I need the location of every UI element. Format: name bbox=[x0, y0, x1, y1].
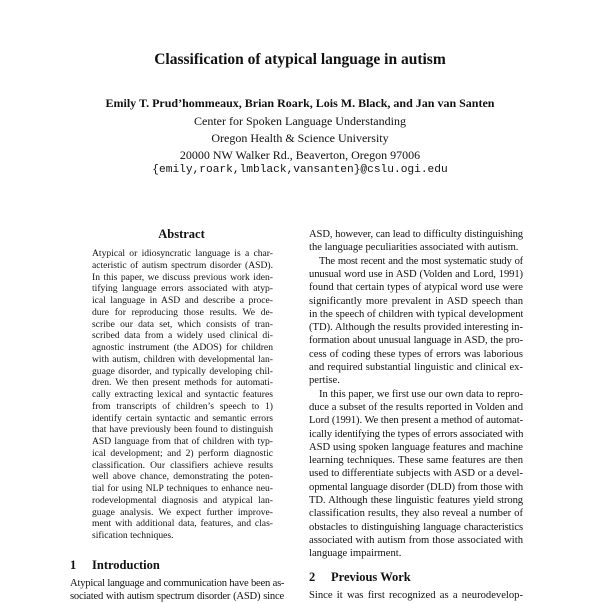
text-line: well above chance, demonstrating the poten- bbox=[92, 471, 273, 483]
text-line: The most recent and the most systematic study of bbox=[319, 255, 523, 267]
text-line: tifying language errors associated with atyp- bbox=[92, 283, 273, 295]
email: {emily,roark,lmblack,vansanten}@cslu.ogi.edu bbox=[152, 164, 448, 176]
text-line: learning techniques. These same features are then bbox=[309, 455, 523, 467]
text-line: sification techniques. bbox=[92, 530, 174, 541]
text-line: In this paper, we first use our own data to repro- bbox=[319, 388, 523, 400]
text-line: agnostic instrument (the ADOS) for children bbox=[92, 342, 273, 353]
text-line: Lord (1991). We then present a method of automat- bbox=[309, 415, 523, 427]
text-line: unusual word use in ASD (Volden and Lord, 1991) bbox=[309, 268, 523, 280]
text-line: ASD, however, can lead to difficulty distinguishing bbox=[309, 229, 523, 240]
text-line: ASD language from that of children with typ- bbox=[92, 436, 273, 447]
text-line: rodevelopmental diagnosis and atypical lan- bbox=[92, 494, 273, 506]
text-line: obstacles to distinguishing language characteristics bbox=[309, 521, 523, 533]
text-line: guage disorder, and typically developing chil- bbox=[92, 365, 273, 377]
text-line: the language peculiarities associated with autism. bbox=[309, 242, 519, 254]
text-line: dure for reproducing those results. We de- bbox=[92, 306, 273, 318]
text-line: ically identifying the types of errors associated with bbox=[309, 428, 523, 440]
section-1-heading: 1 Introduction bbox=[70, 558, 160, 572]
text-line: from transcripts of children’s speech to 1) bbox=[92, 400, 273, 412]
paper-title: Classification of atypical language in autism bbox=[154, 51, 446, 68]
section-2-heading: 2 Previous Work bbox=[309, 570, 411, 584]
text-line: TD. Although these linguistic features yield strong bbox=[309, 495, 523, 506]
text-line: associated with autism from those associated with bbox=[309, 534, 523, 546]
text-line: significantly more prevalent in ASD speech than bbox=[309, 295, 523, 307]
text-line: In this paper, we discuss previous work iden- bbox=[92, 271, 273, 283]
text-line: acteristic of autism spectrum disorder (ASD). bbox=[92, 259, 273, 271]
text-line: cally extracting lexical and syntactic features bbox=[92, 389, 273, 400]
text-line: and required substantial linguistic and clinical ex- bbox=[309, 362, 523, 373]
text-line: with autism, children with developmental lan- bbox=[92, 353, 273, 365]
text-line: cess of coding these types of errors was laborious bbox=[309, 348, 523, 360]
text-line: scribed data from a widely used clinical di- bbox=[92, 330, 273, 342]
text-line: scribe our data set, which consists of tran- bbox=[92, 318, 273, 330]
affiliation-line: Oregon Health & Science University bbox=[211, 131, 389, 145]
abstract-heading: Abstract bbox=[158, 227, 205, 241]
text-line: tial for using NLP techniques to enhance neu- bbox=[92, 483, 273, 494]
text-line: classification results, they also reveal a number of bbox=[309, 508, 523, 520]
authors: Emily T. Prud’hommeaux, Brian Roark, Lois M. Black, and Jan van Santen bbox=[105, 96, 495, 110]
text-line: duce a subset of the results reported in Volden and bbox=[309, 401, 523, 413]
text-line: ical language in ASD and describe a proce- bbox=[92, 295, 273, 306]
text-line: ical development; and 2) perform diagnostic bbox=[92, 447, 273, 459]
text-line: opmental language disorder (DLD) from those with bbox=[309, 481, 523, 493]
text-line: language impairment. bbox=[309, 548, 402, 560]
text-line: pertise. bbox=[309, 375, 340, 387]
text-line: Since it was first recognized as a neurodevelop- bbox=[309, 590, 523, 601]
text-line: ment with additional data, features, and clas- bbox=[92, 518, 273, 530]
text-line: sociated with autism spectrum disorder (ASD) since bbox=[70, 591, 284, 603]
text-line: used to differentiate subjects with ASD or a devel- bbox=[309, 468, 523, 480]
affiliation-line: 20000 NW Walker Rd., Beaverton, Oregon 97006 bbox=[179, 148, 421, 162]
text-line: found that certain types of atypical word use were bbox=[309, 282, 523, 294]
text-line: formation about unusual language in ASD, the pro- bbox=[309, 335, 523, 347]
text-line: ASD using spoken language features and machine bbox=[309, 441, 523, 453]
text-line: Atypical language and communication have been as- bbox=[70, 578, 284, 589]
text-line: dren. We then present methods for automati- bbox=[92, 377, 273, 389]
text-line: Atypical or idiosyncratic language is a char- bbox=[92, 248, 273, 259]
text-line: in the speech of children with typical development bbox=[309, 308, 523, 320]
affiliation-line: Center for Spoken Language Understanding bbox=[194, 114, 406, 128]
text-line: classification. Our classifiers achieve results bbox=[92, 459, 273, 471]
text-line: guage analysis. We expect further improve- bbox=[92, 506, 273, 518]
text-line: (TD). Although the results provided interesting in- bbox=[309, 322, 523, 334]
text-line: that have previously been found to distinguish bbox=[92, 424, 273, 436]
text-line: identify certain syntactic and semantic errors bbox=[92, 412, 273, 424]
